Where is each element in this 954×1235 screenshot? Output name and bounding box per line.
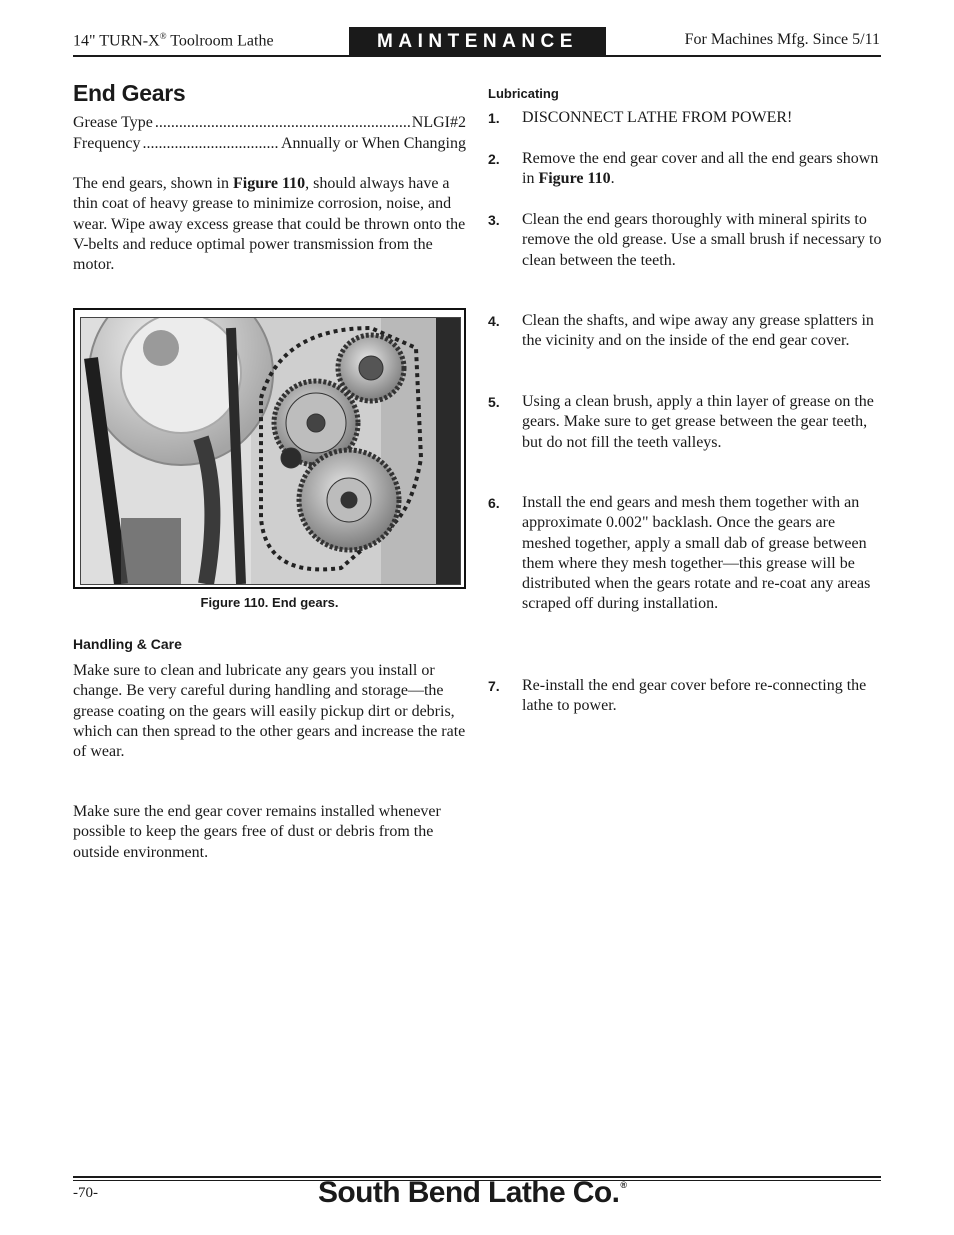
lubricating-step (488, 149, 883, 190)
lubricating-step (488, 392, 883, 453)
lubricating-heading: Lubricating (488, 86, 559, 101)
step-text: Clean the end gears thoroughly with mineral spirits to remove the old grease. Use a small brush if necessary to clean between the teeth. (522, 211, 882, 269)
step-number: 6. (488, 495, 500, 511)
step-text: DISCONNECT LATHE FROM POWER! (522, 109, 793, 126)
spec-value: NLGI#2 (411, 114, 466, 131)
figure-end-gears (73, 308, 466, 589)
intro-paragraph: The end gears, shown in Figure 110, should always have a thin coat of heavy grease to minimize corrosion, noise, and wear. Wipe away excess grease that could be thrown onto the V-belts and reduce optimal power transmission from the motor. (73, 175, 466, 274)
figure-caption: Figure 110. End gears. (200, 595, 339, 610)
lubricating-step (488, 493, 883, 615)
lubricating-step (488, 311, 883, 352)
section-tab: MAINTENANCE (349, 27, 606, 55)
lubricating-step (488, 676, 883, 717)
header-rule (73, 55, 881, 57)
spec-grease-type (73, 114, 466, 132)
step-number: 3. (488, 212, 500, 228)
brand-logo: South Bend Lathe Co.® (318, 1176, 627, 1209)
handling-paragraph-1: Make sure to clean and lubricate any gears you install or change. Be very careful during handling and storage—the grease coating on the gears will easily pickup dirt or debris, which can then spread to the other gears and increase the rate of wear. (73, 662, 466, 761)
section-title: End Gears (73, 80, 186, 106)
step-number: 4. (488, 313, 500, 329)
spec-label: Frequency (73, 135, 141, 152)
end-gears-photo (80, 317, 461, 585)
spec-label: Grease Type (73, 114, 153, 131)
handling-heading: Handling & Care (73, 636, 182, 652)
spec-value: Annually or When Changing (280, 135, 466, 152)
step-number: 7. (488, 678, 500, 694)
page-number: -70- (73, 1185, 98, 1201)
step-number: 1. (488, 110, 500, 126)
step-text: Using a clean brush, apply a thin layer of grease on the gears. Make sure to get grease between the gear teeth, but do not fill the teeth valleys. (522, 393, 874, 451)
header-manual-title: 14" TURN-X® Toolroom Lathe (73, 31, 274, 50)
step-number: 2. (488, 151, 500, 167)
spec-frequency (73, 135, 466, 153)
handling-paragraph-2: Make sure the end gear cover remains installed whenever possible to keep the gears free of dust or debris from the outside environment. (73, 803, 441, 861)
lubricating-step (488, 108, 883, 128)
step-text: Remove the end gear cover and all the end gears shown in Figure 110. (522, 150, 879, 188)
header-machine-date: For Machines Mfg. Since 5/11 (684, 31, 880, 48)
step-number: 5. (488, 394, 500, 410)
step-text: Clean the shafts, and wipe away any grease splatters in the vicinity and on the inside of the end gear cover. (522, 312, 874, 350)
lubricating-step (488, 210, 883, 271)
step-text: Install the end gears and mesh them together with an approximate 0.002" backlash. Once the gears are meshed together, apply a small dab of grease between them where they mesh together—this grease will be distributed when the gears rotate and re-coat any areas scraped off during installation. (522, 494, 871, 613)
step-text: Re-install the end gear cover before re-connecting the lathe to power. (522, 677, 867, 715)
